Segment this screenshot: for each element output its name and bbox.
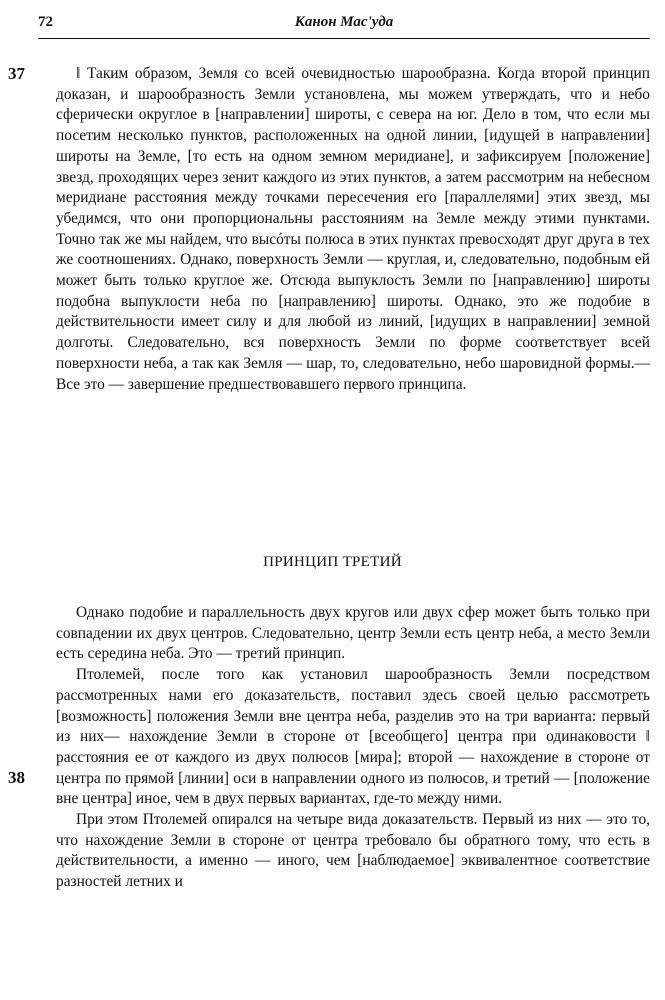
paragraph: ‖ Таким образом, Земля со всей очевидностью шарообразна. Когда второй принцип доказан, и шарообразность Земли установлена, мы можем утверждать, что и небо сферически округлое в [направлении] широты, с севера на юг. Дело в том, что если мы посетим несколько пунктов, расположенных на одной линии, [идущей в направлении] широты на Земле, [то есть на одном земном меридиане], и зафиксируем [положение] звезд, проходящих через зенит каждого из этих пунктов, а затем рассмотрим на небесном меридиане расстояния между точками пересечения его [параллелями] этих звезд, мы убедимся, что они пропорциональны расстояниям на Земле между этими пунктами. Точно так же мы найдем, что высóты полюса в этих пунктах превосходят друг друга в тех же соотношениях. Однако, поверхность Земли — круглая, и, следовательно, подобным ей может быть только круглое же. Отсюда выпуклость Земли по [направлению] широты подобна выпуклости неба по [направлению] широты. Однако, это же подобие в действительности имеет силу и для любой из линий, [идущих в направлении] земной долготы. Следовательно, вся поверхность Земли по форме соответствует всей поверхности неба, а так как Земля — шар, то, следовательно, небо шаровидной формы.— Все это — завершение предшествовавшего первого принципа. bbox=[56, 65, 650, 393]
margin-number-second: 38 bbox=[8, 768, 25, 787]
margin-number-first: 37 bbox=[8, 64, 25, 83]
paragraph: При этом Птолемей опирался на четыре вида доказательств. Первый из них — это то, что нахождение Земли в стороне от центра требовало бы обратного тому, что есть в действительности, а именно — иного, чем [наблюдаемое] эквивалентное соответствие разностей летних и bbox=[56, 811, 650, 891]
running-title: Канон Мас'уда bbox=[294, 14, 394, 30]
paragraph: Однако подобие и параллельность двух кругов или двух сфер может быть только при совпадении их двух центров. Следовательно, центр Земли есть центр неба, а место Земли есть середина неба. Это — третий принцип. bbox=[56, 604, 650, 663]
page-header bbox=[38, 12, 650, 39]
page-number: 72 bbox=[38, 14, 53, 30]
text-block-top bbox=[56, 64, 650, 395]
text-block-bottom bbox=[56, 603, 650, 893]
paragraph: Птолемей, после того как установил шарообразность Земли посредством рассмотренных нами его доказательств, поставил здесь своей целью рассмотреть [возможность] положения Земли вне центра неба, разделив это на три варианта: первый из них— нахождение Земли в стороне от [всеобщего] центра при одинаковости ‖ расстояния ее от каждого из двух полюсов [мира]; второй — нахождение в стороне от центра по прямой [линии] оси в направлении одного из полюсов, и третий — [положение вне центра] иное, чем в двух первых вариантах, где-то между ними. bbox=[56, 666, 650, 808]
section-heading: ПРИНЦИП ТРЕТИЙ bbox=[263, 554, 402, 570]
